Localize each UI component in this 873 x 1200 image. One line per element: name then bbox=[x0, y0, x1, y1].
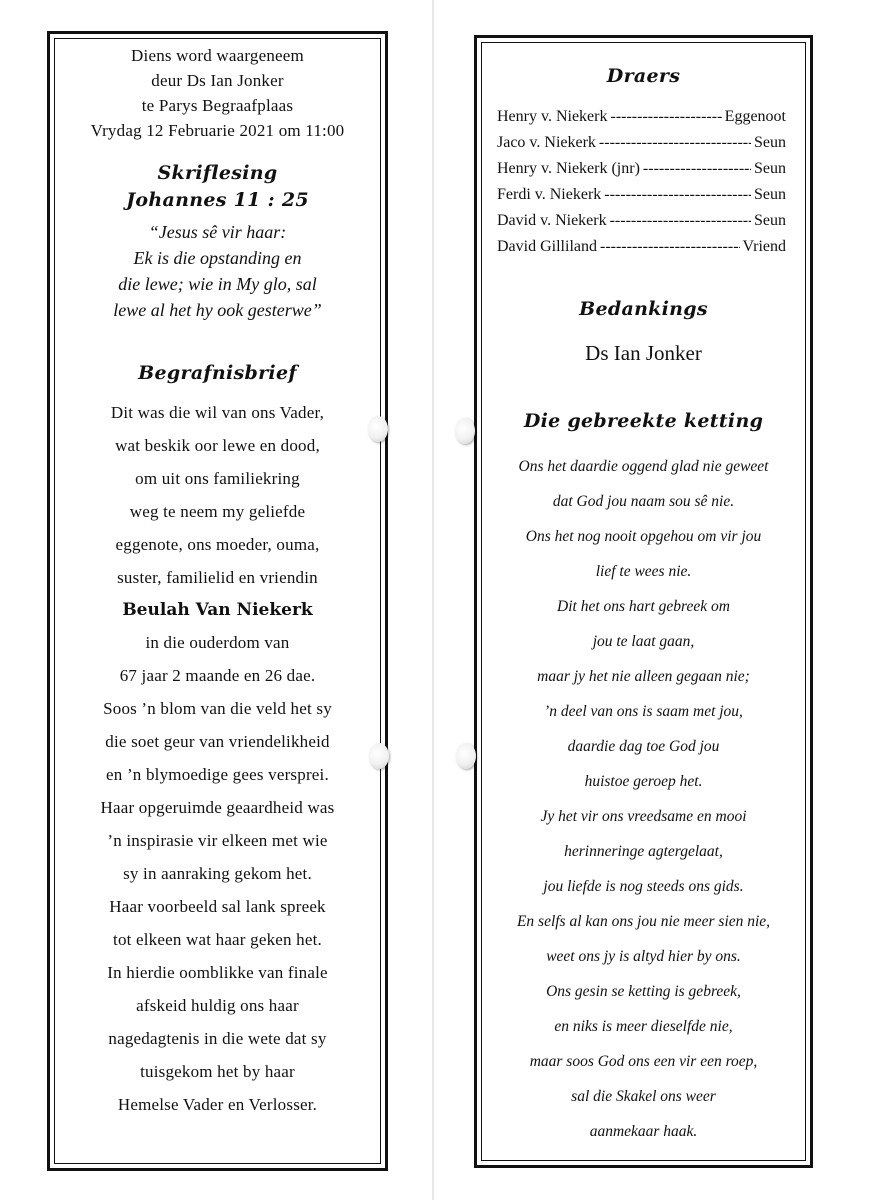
leader-dashes bbox=[604, 186, 751, 204]
pallbearer-relation: Seun bbox=[754, 134, 786, 151]
letter-line: suster, familielid en vriendin bbox=[117, 568, 318, 587]
poem-line: En selfs al kan ons jou nie meer sien nie, bbox=[516, 913, 771, 930]
binding-ring bbox=[455, 418, 475, 444]
skriflesing-heading: Skriflesing bbox=[157, 162, 278, 184]
verse-line: “Jesus sê vir haar: bbox=[148, 222, 287, 242]
poem-line: maar soos God ons een vir een roep, bbox=[529, 1053, 758, 1070]
verse-line: die lewe; wie in My glo, sal bbox=[118, 274, 317, 294]
leader-dashes bbox=[610, 108, 721, 126]
poem-line: Ons het daardie oggend glad nie geweet bbox=[518, 458, 769, 475]
service-line: Diens word waargeneem bbox=[131, 46, 304, 65]
letter-line: Haar opgeruimde geaardheid was bbox=[100, 798, 335, 817]
pallbearer-name: David Gilliland bbox=[497, 238, 597, 255]
poem-line: dat God jou naam sou sê nie. bbox=[552, 493, 735, 510]
service-line: Vrydag 12 Februarie 2021 om 11:00 bbox=[90, 121, 345, 140]
service-line: te Parys Begraafplaas bbox=[141, 96, 294, 115]
poem-line: Jy het vir ons vreedsame en mooi bbox=[540, 808, 747, 825]
letter-line: 67 jaar 2 maande en 26 dae. bbox=[119, 666, 316, 685]
leader-dashes bbox=[599, 134, 751, 152]
letter-line: tot elkeen wat haar geken het. bbox=[113, 930, 322, 949]
poem-line: Dit het ons hart gebreek om bbox=[557, 598, 730, 615]
service-line: deur Ds Ian Jonker bbox=[151, 71, 284, 90]
pallbearer-name: Ferdi v. Niekerk bbox=[497, 186, 602, 203]
letter-line: om uit ons familiekring bbox=[135, 469, 300, 488]
right-panel bbox=[474, 35, 813, 1168]
binding-ring bbox=[456, 743, 476, 769]
poem-line: Ons gesin se ketting is gebreek, bbox=[546, 983, 741, 1000]
pallbearer-row bbox=[497, 186, 786, 204]
letter-line: weg te neem my geliefde bbox=[129, 502, 306, 521]
pallbearer-name: Henry v. Niekerk (jnr) bbox=[497, 160, 640, 177]
begrafnisbrief-heading: Begrafnisbrief bbox=[138, 362, 297, 384]
poem-line: weet ons jy is altyd hier by ons. bbox=[546, 948, 741, 965]
bedankings-name: Ds Ian Jonker bbox=[585, 341, 702, 365]
binding-ring bbox=[368, 416, 388, 442]
poem-line: sal die Skakel ons weer bbox=[571, 1088, 716, 1105]
draers-heading: Draers bbox=[606, 65, 681, 87]
leader-dashes bbox=[610, 212, 751, 230]
poem-line: en niks is meer dieselfde nie, bbox=[554, 1018, 733, 1035]
poem-line: herinneringe agtergelaat, bbox=[564, 843, 723, 860]
letter-line: ’n inspirasie vir elkeen met wie bbox=[107, 831, 328, 850]
letter-line: die soet geur van vriendelikheid bbox=[105, 732, 330, 751]
poem-line: Ons het nog nooit opgehou om vir jou bbox=[525, 528, 762, 545]
letter-line: afskeid huldig ons haar bbox=[136, 996, 299, 1015]
poem-line: aanmekaar haak. bbox=[589, 1123, 698, 1140]
poem-line: lief te wees nie. bbox=[595, 563, 692, 580]
pallbearer-row bbox=[497, 212, 786, 230]
letter-line: Haar voorbeeld sal lank spreek bbox=[109, 897, 326, 916]
poem-line: jou liefde is nog steeds ons gids. bbox=[543, 878, 744, 895]
left-panel bbox=[47, 31, 388, 1171]
pallbearer-row bbox=[497, 238, 786, 256]
pallbearer-row bbox=[497, 134, 786, 152]
letter-line: en ’n blymoedige gees versprei. bbox=[106, 765, 329, 784]
letter-line: wat beskik oor lewe en dood, bbox=[115, 436, 320, 455]
pallbearer-name: Henry v. Niekerk bbox=[497, 108, 608, 125]
letter-line: In hierdie oomblikke van finale bbox=[107, 963, 328, 982]
poem-line: ’n deel van ons is saam met jou, bbox=[544, 703, 743, 720]
letter-line: sy in aanraking gekom het. bbox=[123, 864, 312, 883]
pallbearer-relation: Vriend bbox=[742, 238, 786, 255]
letter-line: tuisgekom het by haar bbox=[140, 1062, 295, 1081]
letter-line: in die ouderdom van bbox=[145, 633, 290, 652]
scripture-reference: Johannes 11 : 25 bbox=[126, 189, 309, 211]
poem-title: Die gebreekte ketting bbox=[523, 410, 764, 432]
poem-line: huistoe geroep het. bbox=[584, 773, 703, 790]
poem-line: jou te laat gaan, bbox=[592, 633, 695, 650]
pallbearer-name: Jaco v. Niekerk bbox=[497, 134, 596, 151]
letter-line: Soos ’n blom van die veld het sy bbox=[103, 699, 332, 718]
pallbearer-name: David v. Niekerk bbox=[497, 212, 607, 229]
leader-dashes bbox=[600, 238, 740, 256]
deceased-name: Beulah Van Niekerk bbox=[122, 600, 313, 620]
pallbearer-relation: Seun bbox=[754, 212, 786, 229]
letter-line: Hemelse Vader en Verlosser. bbox=[117, 1095, 318, 1114]
poem-line: daardie dag toe God jou bbox=[567, 738, 720, 755]
leader-dashes bbox=[643, 160, 751, 178]
verse-line: lewe al het hy ook gesterwe” bbox=[113, 300, 322, 320]
letter-line: eggenote, ons moeder, ouma, bbox=[115, 535, 320, 554]
letter-line: Dit was die wil van ons Vader, bbox=[110, 403, 325, 422]
verse-line: Ek is die opstanding en bbox=[133, 248, 302, 268]
pallbearer-row bbox=[497, 160, 786, 178]
pallbearer-relation: Eggenoot bbox=[724, 108, 786, 125]
pallbearer-relation: Seun bbox=[754, 160, 786, 177]
letter-line: nagedagtenis in die wete dat sy bbox=[108, 1029, 327, 1048]
poem-line: maar jy het nie alleen gegaan nie; bbox=[537, 668, 750, 685]
binding-ring bbox=[369, 743, 389, 769]
pallbearer-row bbox=[497, 108, 786, 126]
pallbearer-relation: Seun bbox=[754, 186, 786, 203]
page-fold bbox=[432, 0, 434, 1200]
bedankings-heading: Bedankings bbox=[579, 298, 708, 320]
